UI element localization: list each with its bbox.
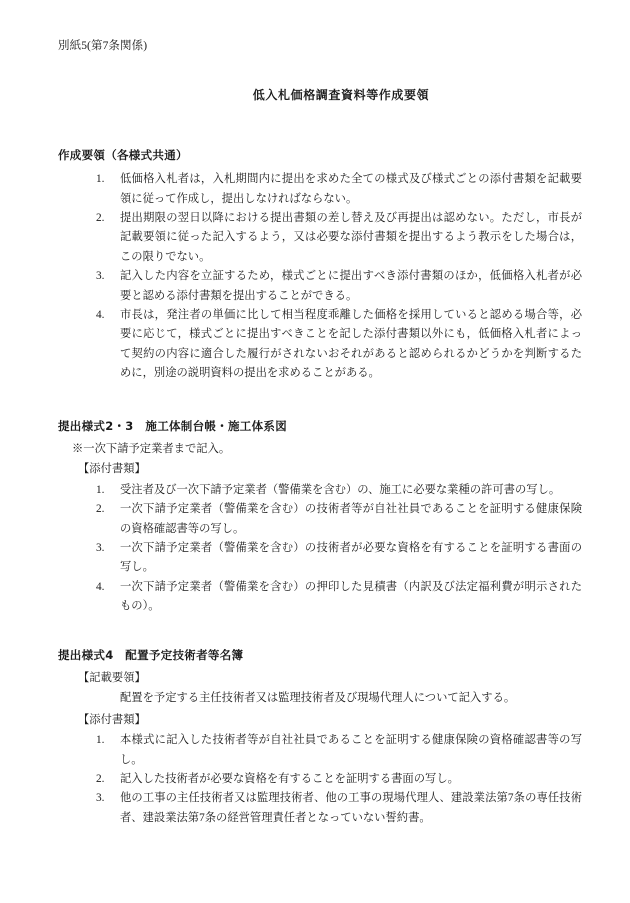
entry-guideline-text: 配置を予定する主任技術者又は監理技術者及び現場代理人について記入する。 <box>120 692 516 705</box>
list-item-text: 本様式に記入した技術者等が自社社員であることを証明する健康保険の資格確認書等の写し。 <box>120 734 582 766</box>
list-marker: 3. <box>96 792 105 805</box>
list-item <box>58 267 584 306</box>
list-item-text: 一次下請予定業者（警備業を含む）の技術者が必要な資格を有することを証明する書面の写し。 <box>120 542 582 574</box>
list-item-text: 記入した内容を立証するため，様式ごとに提出すべき添付書類のほか，低価格入札者が必要と認める添付書類を提出することができる。 <box>120 270 582 302</box>
list-item-text: 市長は，発注者の単価に比して相当程度乖離した価格を採用していると認める場合等，必要に応じて，様式ごとに提出すべきことを記した添付書類以外にも，低価格入札者によって契約の内容に適合した履行がされないおそれがあると認められるかどうかを判断するために，別途の説明資料の提出を求めることがある。 <box>120 309 582 380</box>
section-heading: 提出様式4 配置予定技術者等名簿 <box>58 647 244 662</box>
list-marker: 2. <box>96 503 105 516</box>
list-marker: 3. <box>96 542 105 554</box>
list-marker: 1. <box>96 483 105 496</box>
list-item-text: 低価格入札者は，入札期間内に提出を求めた全ての様式及び様式ごとの添付書類を記載要領に従って作成し，提出しなければならない。 <box>120 173 582 205</box>
list-item <box>58 770 584 789</box>
section-spacer <box>58 633 584 647</box>
list-item <box>58 539 584 578</box>
document-reference-label: 別紙5(第7条関係) <box>58 40 148 52</box>
numbered-list <box>58 481 584 617</box>
list-item-text: 記入した技術者が必要な資格を有することを証明する書面の写し。 <box>120 772 459 785</box>
list-marker: 4. <box>96 580 105 593</box>
section-form-2-3 <box>58 418 584 617</box>
list-item <box>58 500 584 539</box>
list-item <box>58 306 584 384</box>
entry-guideline-label: 【記載要領】 <box>78 671 146 684</box>
section-spacer <box>58 400 584 418</box>
list-item <box>58 731 584 770</box>
list-item <box>58 170 584 209</box>
attachment-label: 【添付書類】 <box>78 713 146 726</box>
section-note: ※一次下請予定業者まで記入。 <box>72 442 231 455</box>
attachment-label: 【添付書類】 <box>78 463 146 476</box>
list-item-text: 提出期限の翌日以降における提出書類の差し替え及び再提出は認めない。ただし，市長が記載要領に従った記入するよう，又は必要な添付書類を提出するよう教示をした場合は，この限りでない。 <box>120 211 582 263</box>
section-form-4 <box>58 647 584 829</box>
list-marker: 1. <box>96 734 105 747</box>
list-marker: 2. <box>96 211 105 224</box>
section-general-guidelines <box>58 147 584 384</box>
list-marker: 4. <box>96 309 105 322</box>
list-item <box>58 481 584 500</box>
section-heading: 提出様式2・3 施工体制台帳・施工体系図 <box>58 418 288 433</box>
numbered-list <box>58 731 584 828</box>
list-item <box>58 578 584 617</box>
list-marker: 1. <box>96 173 105 186</box>
list-marker: 2. <box>96 772 105 785</box>
list-item-text: 一次下請予定業者（警備業を含む）の押印した見積書（内訳及び法定福利費が明示されたもの）。 <box>120 580 582 613</box>
document-title: 低入札価格調査資料等作成要領 <box>252 88 430 103</box>
list-item <box>58 209 584 267</box>
list-item-text: 一次下請予定業者（警備業を含む）の技術者等が自社社員であることを証明する健康保険の資格確認書等の写し。 <box>120 503 582 535</box>
list-item <box>58 789 584 828</box>
list-item-text: 受注者及び一次下請予定業者（警備業を含む）の、施工に必要な業種の許可書の写し。 <box>120 483 561 496</box>
list-marker: 3. <box>96 270 105 283</box>
section-heading: 作成要領（各様式共通） <box>58 148 188 163</box>
list-item-text: 他の工事の主任技術者又は監理技術者、他の工事の現場代理人、建設業法第7条の専任技術者、建設業法第7条の経営管理責任者となっていない誓約書。 <box>120 792 582 824</box>
numbered-list <box>58 170 584 384</box>
